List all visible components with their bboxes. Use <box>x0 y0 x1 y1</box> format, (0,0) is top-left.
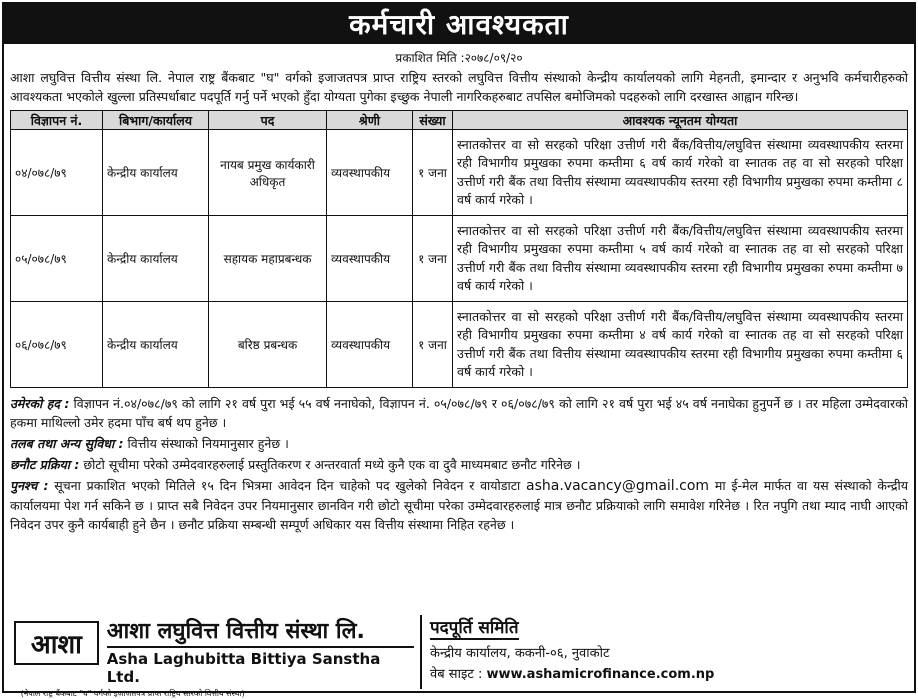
dept-cell: केन्द्रीय कार्यालय <box>103 302 209 388</box>
note-label: पुनश्च : <box>10 478 49 493</box>
salary-text: वित्तीय संस्थाको नियमानुसार हुनेछ । <box>127 436 289 451</box>
website-line <box>430 664 714 682</box>
col-header-ad-no: विज्ञापन नं. <box>11 111 103 130</box>
footer <box>10 615 908 698</box>
published-date: प्रकाशित मिति :२०७८/०९/२० <box>395 51 523 65</box>
table-row <box>11 216 908 302</box>
dept-cell: केन्द्रीय कार्यालय <box>103 130 209 216</box>
intro-paragraph: आशा लघुवित्त वित्तीय संस्था लि. नेपाल राष्ट्र बैंकबाट "घ" वर्गको इजाजतपत्र प्राप्त राष्ट्रिय स्तरको लघुवित्त वित्तीय संस्थाको केन्द्रीय कार्यालयको लागि मेहनती, इमान्दार र अनुभवि कर्मचारीहरुको आवश्यकता भएकोले खुल्ला प्रतिस्पर्धाबाट पदपूर्ति गर्नु पर्ने भएको हुँदा योग्यता पुगेका इच्छुक नेपाली नागरिकहरुबाट तपसिल बमोजिमको पदहरुको लागि दरखास्त आह्वान गरिन्छ। <box>10 70 908 104</box>
dept-cell: केन्द्रीय कार्यालय <box>103 216 209 302</box>
age-limit-section <box>4 394 914 432</box>
count-cell: १ जना <box>413 130 453 216</box>
level-cell: व्यवस्थापकीय <box>327 216 413 302</box>
org-name-nepali: आशा लघुवित्त वित्तीय संस्था लि. <box>107 615 414 648</box>
count-cell: १ जना <box>413 216 453 302</box>
selection-label: छनौट प्रक्रिया : <box>10 457 80 472</box>
note-section <box>4 476 914 534</box>
salary-section <box>4 434 914 453</box>
col-header-level: श्रेणी <box>327 111 413 130</box>
office-address: केन्द्रीय कार्यालय, ककनी-०६, नुवाकोट <box>430 646 610 661</box>
org-license-note: (नेपाल राष्ट्र बैंकबाट "घ" वर्गको इजाजतपत्र प्राप्त राष्ट्रिय स्तरको वित्तीय संस्था) <box>20 689 245 698</box>
col-header-dept: बिभाग/कार्यालय <box>103 111 209 130</box>
application-email[interactable]: asha.vacancy@gmail.com <box>526 478 710 494</box>
table-row <box>11 130 908 216</box>
col-header-post: पद <box>209 111 327 130</box>
ad-no-cell: ०४/०७८/७९ <box>11 130 103 216</box>
qualification-cell: स्नातकोत्तर वा सो सरहको परिक्षा उत्तीर्ण गरी बैंक/वित्तीय/लघुवित्त संस्थामा व्यवस्थापकीय स्तरमा रही विभागीय प्रमुखका रुपमा कम्तीमा ४ वर्ष कार्य गरेको वा स्नातक तह वा सो सरहको परिक्षा उत्तीर्ण गरी बैंक तथा वित्तीय संस्थामा व्यवस्थापकीय स्तरमा रही विभागीय प्रमुखका रुपमा कम्तीमा ६ वर्ष कार्य गरेको । <box>453 302 908 388</box>
count-cell: १ जना <box>413 302 453 388</box>
salary-label: तलब तथा अन्य सुविधा : <box>10 436 124 451</box>
notice-title: कर्मचारी आवश्यकता <box>4 4 914 44</box>
col-header-qualification: आवश्यक न्यूनतम योग्यता <box>453 111 908 130</box>
post-cell: नायब प्रमुख कार्यकारी अधिकृत <box>209 130 327 216</box>
website-label: वेब साइट : <box>430 667 483 682</box>
committee-name: पदपूर्ति समिति <box>430 615 519 640</box>
table-header-row <box>11 111 908 130</box>
col-header-count: संख्या <box>413 111 453 130</box>
committee-block <box>420 615 714 689</box>
table-row <box>11 302 908 388</box>
age-limit-label: उमेरको हद : <box>10 396 70 411</box>
note-text-1: सूचना प्रकाशित भएको मितिले १५ दिन भित्रमा आवेदन दिन चाहेको पद खुलेको निवेदन र वायोडाटा <box>54 478 521 493</box>
level-cell: व्यवस्थापकीय <box>327 302 413 388</box>
vacancy-table <box>10 110 908 388</box>
age-limit-text: विज्ञापन नं.०४/०७८/७९ को लागि २१ वर्ष पुरा भई ५५ वर्ष ननाघेको, विज्ञापन नं. ०५/०७८/७९ र ०६/०७८/७९ को लागि २१ वर्ष पुरा भई ४५ वर्ष ननाघेका हुनुपर्ने छ । तर महिला उम्मेदवारको हकमा माथिल्लो उमेर हदमा पाँच बर्ष थप हुनेछ । <box>10 396 908 430</box>
post-cell: सहायक महाप्रबन्धक <box>209 216 327 302</box>
organization-block <box>10 615 414 698</box>
ad-no-cell: ०५/०७८/७९ <box>11 216 103 302</box>
job-advertisement <box>2 2 916 698</box>
selection-section <box>4 455 914 474</box>
post-cell: बरिष्ठ प्रबन्धक <box>209 302 327 388</box>
level-cell: व्यवस्थापकीय <box>327 130 413 216</box>
note-text-2: मा ई-मेल मार्फत वा यस संस्थाको केन्द्रीय कार्यालयमा पेश गर्न सकिने छ । प्राप्त सबै निवेदन उपर नियमानुसार छानविन गरी छोटो सूचीमा परेका उम्मेदवारहरुलाई मात्र छनौट प्रक्रियाको लागि समावेश गरिनेछ । रित नपुगि तथा म्याद नाघी आएको निवेदन उपर कुनै कार्यबाही हुने छैन । छनौट प्रक्रिया सम्बन्धी सम्पूर्ण अधिकार यस वित्तीय संस्थामा निहित रहनेछ । <box>10 478 908 532</box>
qualification-cell: स्नातकोत्तर वा सो सरहको परिक्षा उत्तीर्ण गरी बैंक/वित्तीय/लघुवित्त संस्थामा व्यवस्थापकीय स्तरमा रही विभागीय प्रमुखका रुपमा कम्तीमा ५ वर्ष कार्य गरेको वा स्नातक तह वा सो सरहको परिक्षा उत्तीर्ण गरी बैंक तथा वित्तीय संस्थामा व्यवस्थापकीय स्तरमा रही विभागीय प्रमुखका रुपमा कम्तीमा ७ वर्ष कार्य गरेको । <box>453 216 908 302</box>
website-link[interactable]: www.ashamicrofinance.com.np <box>486 667 715 682</box>
qualification-cell: स्नातकोत्तर वा सो सरहको परिक्षा उत्तीर्ण गरी बैंक/वित्तीय/लघुवित्त संस्थामा व्यवस्थापकीय स्तरमा रही विभागीय प्रमुखका रुपमा कम्तीमा ६ वर्ष कार्य गरेको वा स्नातक तह वा सो सरहको परिक्षा उत्तीर्ण गरी बैंक तथा वित्तीय संस्थामा व्यवस्थापकीय स्तरमा रही विभागीय प्रमुखका रुपमा कम्तीमा ८ वर्ष कार्य गरेको । <box>453 130 908 216</box>
org-name-english: Asha Laghubitta Bittiya Sanstha Ltd. <box>106 650 381 686</box>
ad-no-cell: ०६/०७८/७९ <box>11 302 103 388</box>
asha-logo: आशा <box>14 621 99 665</box>
selection-text: छोटो सूचीमा परेको उम्मेदवारहरुलाई प्रस्तुतिकरण र अन्तरवार्ता मध्ये कुनै एक वा दुवै माध्यमबाट छनौट गरिनेछ । <box>83 457 581 472</box>
